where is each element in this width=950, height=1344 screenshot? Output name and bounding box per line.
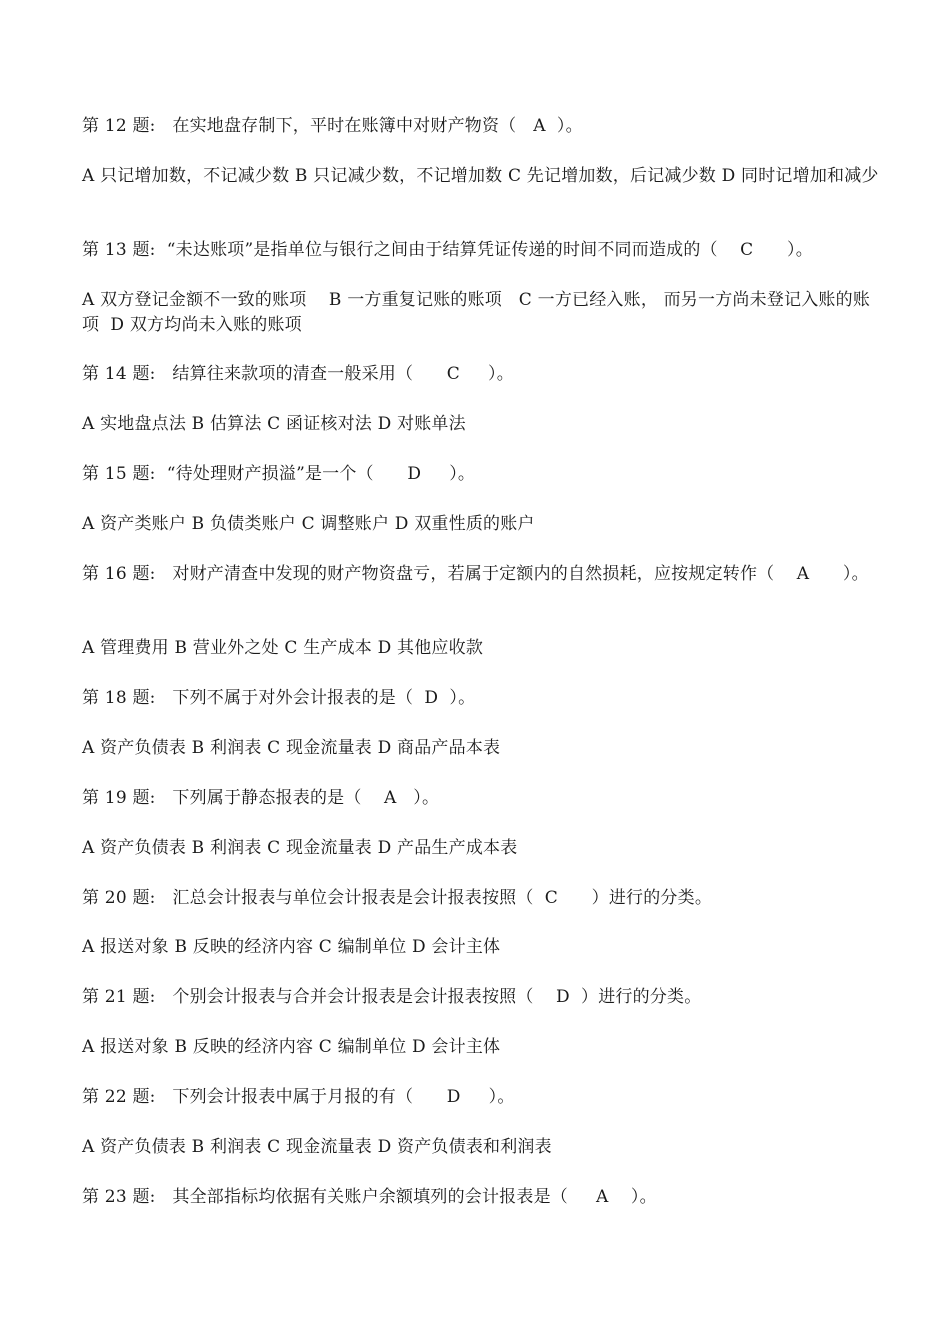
question-21: 第 21 题: 个别会计报表与合并会计报表是会计报表按照（ D ）进行的分类。 [82, 987, 702, 1007]
question-16: 第 16 题: 对财产清查中发现的财产物资盘亏，若属于定额内的自然损耗，应按规定转作（ A ）。 [82, 564, 869, 584]
options-13: A 双方登记金额不一致的账项 B 一方重复记账的账项 C 一方已经入账， 而另一方尚未登记入账的账项 D 双方均尚未入账的账项 [82, 290, 871, 335]
question-12: 第 12 题: 在实地盘存制下，平时在账簿中对财产物资（ A ）。 [82, 116, 583, 136]
question-18: 第 18 题: 下列不属于对外会计报表的是（ D ）。 [82, 688, 476, 708]
options-15: A 资产类账户 B 负债类账户 C 调整账户 D 双重性质的账户 [82, 514, 535, 534]
question-23: 第 23 题: 其全部指标均依据有关账户余额填列的会计报表是（ A ）。 [82, 1187, 657, 1207]
question-14: 第 14 题: 结算往来款项的清查一般采用（ C ）。 [82, 364, 514, 384]
options-12: A 只记增加数，不记减少数 B 只记减少数，不记增加数 C 先记增加数，后记减少数 D 同时记增加和减少 [82, 166, 879, 186]
options-21: A 报送对象 B 反映的经济内容 C 编制单位 D 会计主体 [82, 1037, 501, 1057]
options-18: A 资产负债表 B 利润表 C 现金流量表 D 商品产品本表 [82, 738, 501, 758]
options-16: A 管理费用 B 营业外之处 C 生产成本 D 其他应收款 [82, 638, 484, 658]
options-14: A 实地盘点法 B 估算法 C 函证核对法 D 对账单法 [82, 414, 466, 434]
question-13: 第 13 题: “未达账项”是指单位与银行之间由于结算凭证传递的时间不同而造成的（ C ）。 [82, 240, 813, 260]
question-22: 第 22 题: 下列会计报表中属于月报的有（ D ）。 [82, 1087, 515, 1107]
question-15: 第 15 题: “待处理财产损溢”是一个（ D ）。 [82, 464, 476, 484]
options-22: A 资产负债表 B 利润表 C 现金流量表 D 资产负债表和利润表 [82, 1137, 552, 1157]
options-19: A 资产负债表 B 利润表 C 现金流量表 D 产品生产成本表 [82, 838, 518, 858]
options-20: A 报送对象 B 反映的经济内容 C 编制单位 D 会计主体 [82, 937, 501, 957]
question-20: 第 20 题: 汇总会计报表与单位会计报表是会计报表按照（ C ）进行的分类。 [82, 888, 713, 908]
question-19: 第 19 题: 下列属于静态报表的是（ A ）。 [82, 788, 440, 808]
